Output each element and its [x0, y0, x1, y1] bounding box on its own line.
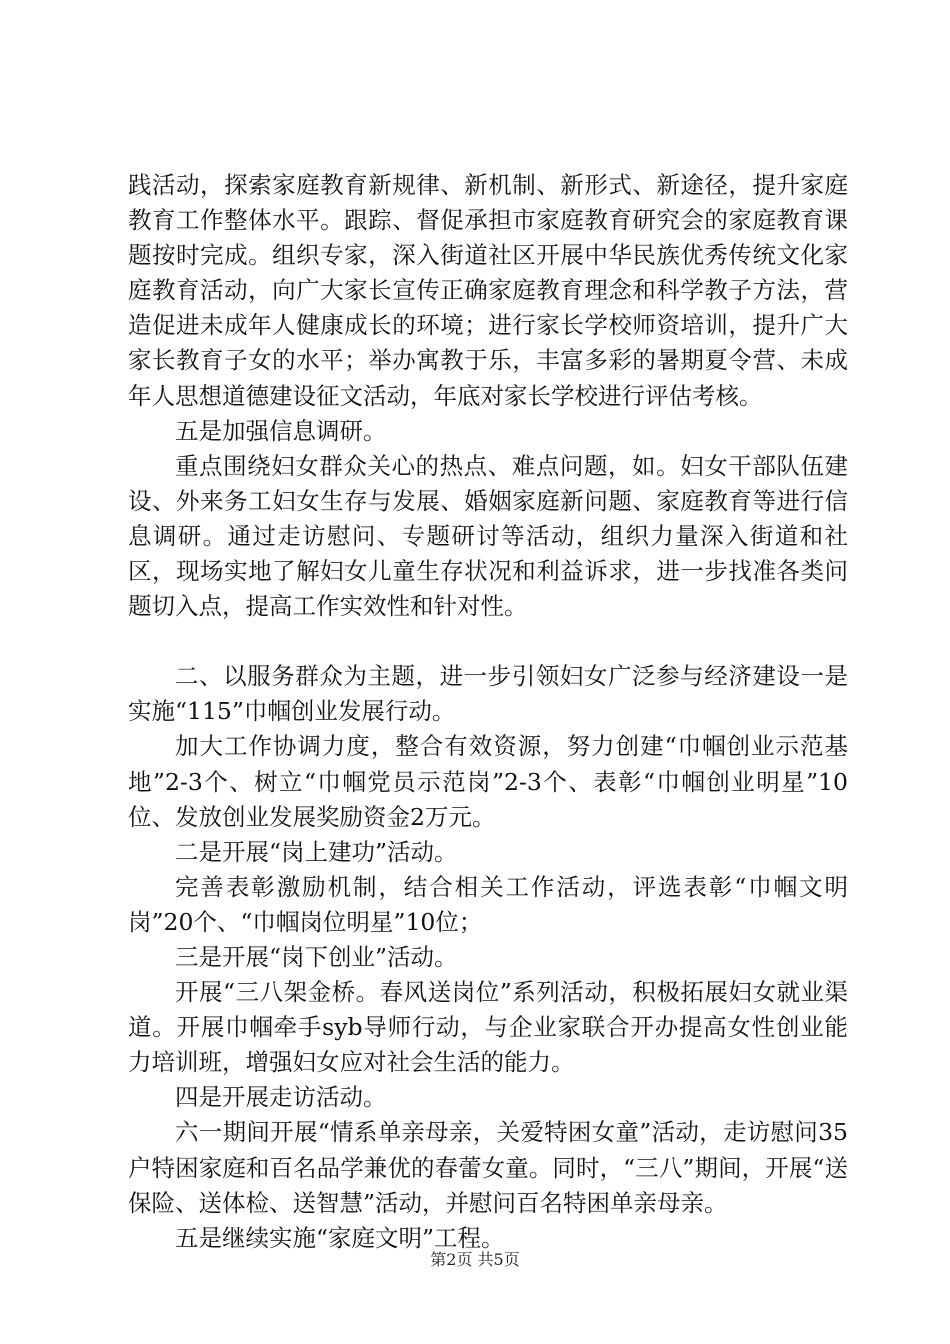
paragraph-family-education: 践活动，探索家庭教育新规律、新机制、新形式、新途径，提升家庭教育工作整体水平。跟踪、督促承担市家庭教育研究会的家庭教育课题按时完成。组织专家，深入街道社区开展中华民族优秀传统文化家庭教育活动，向广大家长宣传正确家庭教育理念和科学教子方法，营造促进未成年人健康成长的环境；进行家长学校师资培训，提升广大家长教育子女的水平；举办寓教于乐，丰富多彩的暑期夏令营、未成年人思想道德建设征文活动，年底对家长学校进行评估考核。: [128, 171, 848, 410]
paragraph-gap: [128, 624, 848, 659]
paragraph-on-post: 完善表彰激励机制，结合相关工作活动，评选表彰“巾帼文明岗”20个、“巾帼岗位明星”10位；: [128, 872, 848, 936]
paragraph-info-research: 重点围绕妇女群众关心的热点、难点问题，如。妇女干部队伍建设、外来务工妇女生存与发展、婚姻家庭新问题、家庭教育等进行信息调研。通过走访慰问、专题研讨等活动，组织力量深入街道和社区，现场实地了解妇女儿童生存状况和利益诉求，进一步找准各类问题切入点，提高工作实效性和针对性。: [128, 451, 848, 621]
section-heading-two: 二、以服务群众为主题，进一步引领妇女广泛参与经济建设一是实施“115”巾帼创业发展行动。: [128, 662, 848, 726]
heading-info-research: 五是加强信息调研。: [175, 416, 387, 445]
document-body: [128, 168, 848, 1256]
heading-off-post: 三是开展“岗下创业”活动。: [175, 942, 458, 971]
page-footer: 第2页 共5页: [430, 1250, 520, 1269]
heading-visits: 四是开展走访活动。: [175, 1083, 387, 1112]
heading-on-post: 二是开展“岗上建功”活动。: [175, 837, 458, 866]
heading-family-civilization: 五是继续实施“家庭文明”工程。: [175, 1223, 505, 1252]
paragraph-visits: 六一期间开展“情系单亲母亲，关爱特困女童”活动，走访慰问35户特困家庭和百名品学兼优的春蕾女童。同时，“三八”期间，开展“送保险、送体检、送智慧”活动，并慰问百名特困单亲母亲。: [128, 1118, 848, 1217]
paragraph-coordination: 加大工作协调力度，整合有效资源，努力创建“巾帼创业示范基地”2-3个、树立“巾帼党员示范岗”2-3个、表彰“巾帼创业明星”10位、发放创业发展奖励资金2万元。: [128, 732, 848, 831]
paragraph-off-post: 开展“三八架金桥。春风送岗位”系列活动，积极拓展妇女就业渠道。开展巾帼牵手syb导师行动，与企业家联合开办提高女性创业能力培训班，增强妇女应对社会生活的能力。: [128, 978, 848, 1077]
